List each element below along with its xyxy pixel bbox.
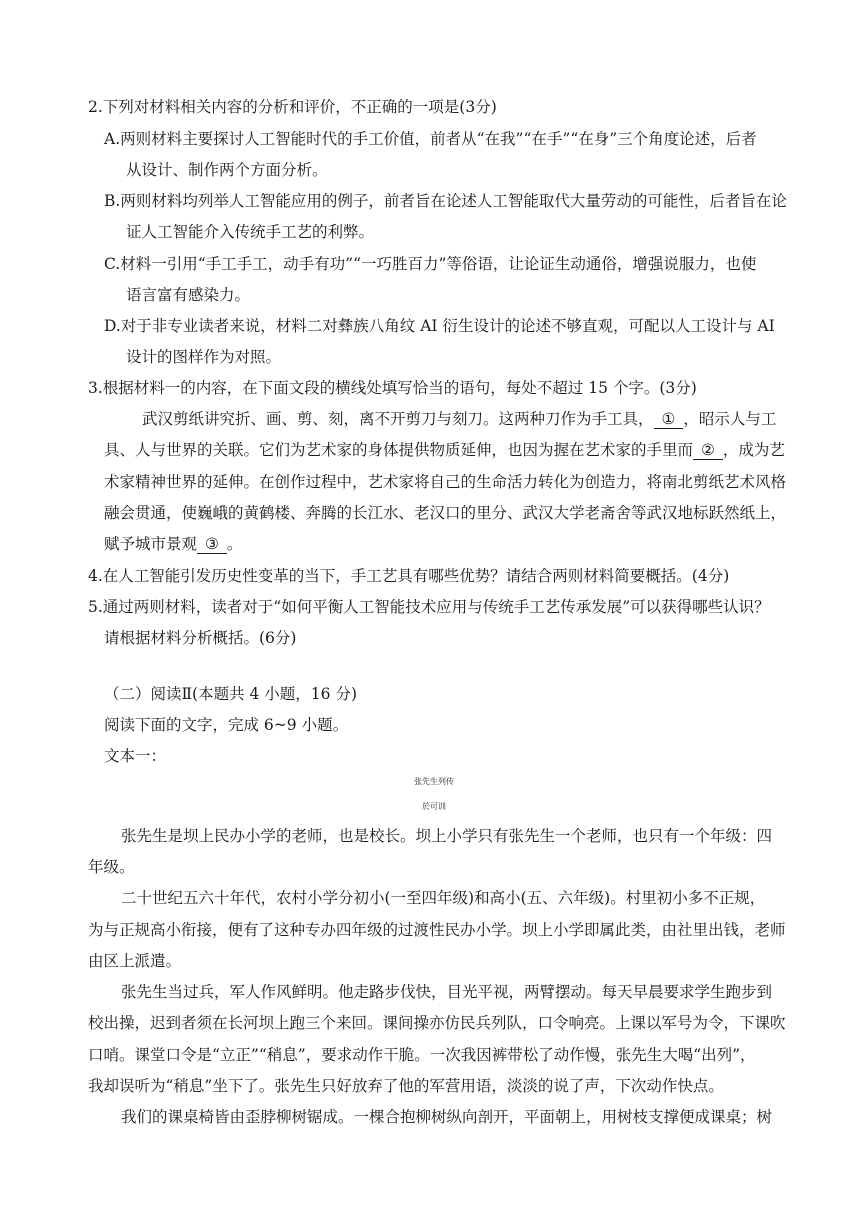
- q2-option-c: C.材料一引用“手工手工，动手有功”“一巧胜百力”等俗语，让论证生动通俗，增强说服力，也使: [104, 255, 757, 273]
- q2-option-d: D.对于非专业读者来说，材料二对彝族八角纹 AI 衍生设计的论述不够直观，可配以人工设计与 AI: [104, 317, 775, 335]
- story-paragraph: 我们的课桌椅皆由歪脖柳树锯成。一棵合抱柳树纵向剖开，平面朝上，用树枝支撑便成课桌；树: [121, 1108, 773, 1126]
- section-instruction: 阅读下面的文字，完成 6~9 小题。: [104, 716, 349, 734]
- section-heading: （二）阅读Ⅱ(本题共 4 小题，16 分): [104, 685, 357, 703]
- q2-stem: 2.下列对材料相关内容的分析和评价，不正确的一项是(3分): [88, 98, 497, 116]
- fill-blank-1[interactable]: ①: [654, 410, 684, 429]
- story-paragraph: 张先生当过兵，军人作风鲜明。他走路步伐快，目光平视，两臂摆动。每天早晨要求学生跑步到: [121, 983, 773, 1001]
- story-paragraph: 二十世纪五六十年代，农村小学分初小(一至四年级)和高小(五、六年级)。村里初小多不正规，: [121, 889, 766, 907]
- q3-stem: 3.根据材料一的内容，在下面文段的横线处填写恰当的语句，每处不超过 15 个字。(3分): [88, 379, 697, 397]
- q3-passage-line: 融会贯通，使巍峨的黄鹤楼、奔腾的长江水、老汉口的里分、武汉大学老斋舍等武汉地标跃然纸上，: [104, 504, 787, 522]
- q3-text: 武汉剪纸讲究折、画、剪、刻，离不开剪刀与刻刀。这两种刀作为手工具，: [142, 410, 654, 428]
- story-title: 张先生列传: [414, 777, 454, 786]
- q2-option-b-cont: 证人工智能介入传统手工艺的利弊。: [126, 223, 375, 241]
- q2-option-a: A.两则材料主要探讨人工智能时代的手工价值，前者从“在我”“在手”“在身”三个角度论述，后者: [104, 130, 757, 148]
- q3-text: 具、人与世界的关联。它们为艺术家的身体提供物质延伸，也因为握在艺术家的手里而: [104, 441, 694, 459]
- q3-passage-line: 术家精神世界的延伸。在创作过程中，艺术家将自己的生命活力转化为创造力，将南北剪纸艺术风格: [104, 473, 787, 491]
- story-paragraph: 我却误听为“稍息”坐下了。张先生只好放弃了他的军营用语，淡淡的说了声，下次动作快点。: [88, 1077, 724, 1095]
- q3-text: 。: [226, 535, 243, 553]
- q2-option-c-cont: 语言富有感染力。: [126, 286, 251, 304]
- q3-passage-line: [104, 440, 785, 460]
- fill-blank-3[interactable]: ③: [197, 535, 227, 554]
- q2-option-d-cont: 设计的图样作为对照。: [126, 348, 282, 366]
- story-paragraph: 张先生是坝上民办小学的老师，也是校长。坝上小学只有张先生一个老师，也只有一个年级：四: [121, 827, 773, 845]
- q4-stem: 4.在人工智能引发历史性变革的当下，手工艺具有哪些优势？请结合两则材料简要概括。(4分): [88, 567, 730, 585]
- q2-option-a-cont: 从设计、制作两个方面分析。: [126, 161, 328, 179]
- story-paragraph: 校出操，迟到者须在长河坝上跑三个来回。课间操亦仿民兵列队，口令响亮。上课以军号为令，下课吹: [88, 1014, 786, 1032]
- story-paragraph: 口哨。课堂口令是“立正”“稍息”，要求动作干脆。一次我因裤带松了动作慢，张先生大喝“出列”，: [88, 1046, 756, 1064]
- fill-blank-2[interactable]: ②: [693, 441, 723, 460]
- q3-passage-line: [142, 409, 776, 429]
- text-label: 文本一：: [104, 747, 167, 765]
- q5-stem: 5.通过两则材料，读者对于“如何平衡人工智能技术应用与传统手工艺传承发展”可以获得哪些认识？: [88, 598, 770, 616]
- q5-stem-cont: 请根据材料分析概括。(6分): [104, 629, 297, 647]
- q3-passage-line: [104, 534, 242, 554]
- story-author: 於可训: [422, 802, 446, 811]
- q2-option-b: B.两则材料均列举人工智能应用的例子，前者旨在论述人工智能取代大量劳动的可能性，后者旨在论: [104, 192, 787, 210]
- q3-text: 赋予城市景观: [104, 535, 198, 553]
- story-paragraph: 由区上派遣。: [88, 952, 182, 970]
- q3-text: ，成为艺: [722, 441, 785, 459]
- q3-text: ，昭示人与工: [683, 410, 777, 428]
- story-paragraph: 年级。: [88, 858, 135, 876]
- story-paragraph: 为与正规高小衔接，便有了这种专办四年级的过渡性民办小学。坝上小学即属此类，由社里出钱，老师: [88, 921, 786, 939]
